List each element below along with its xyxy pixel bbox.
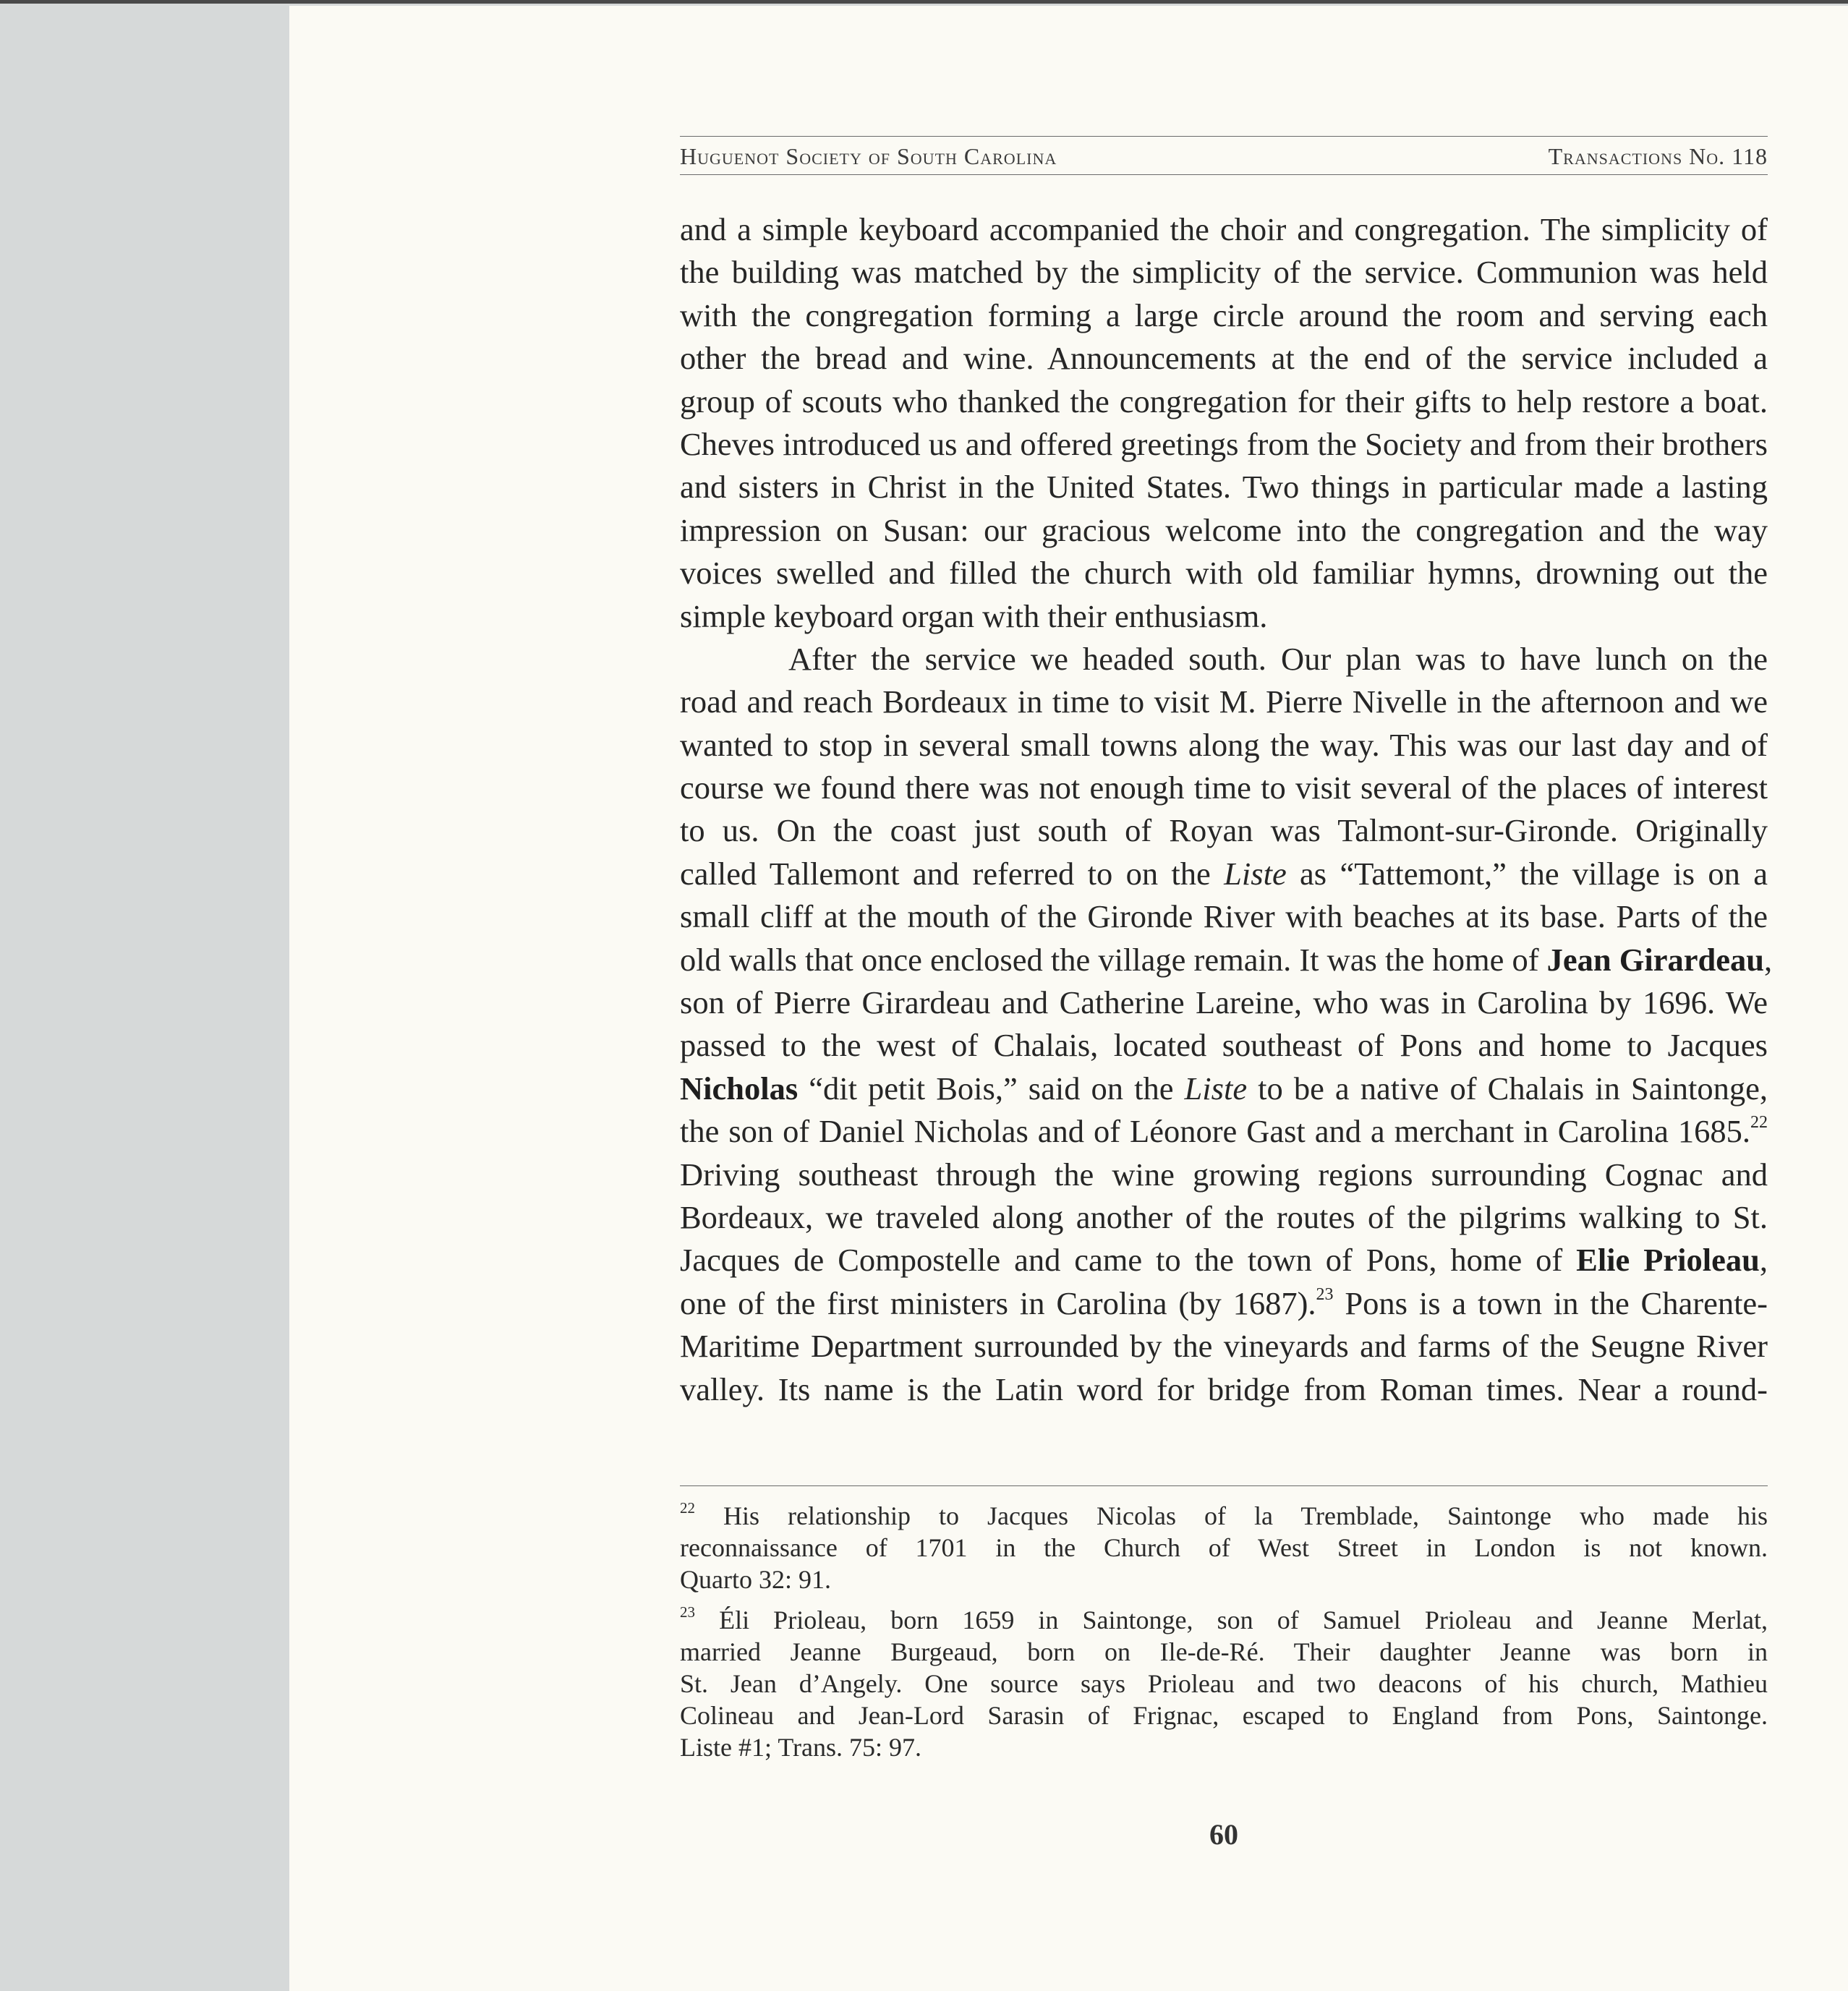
body-line: Cheves introduced us and offered greetings from the Society and from their brothers bbox=[680, 425, 1768, 462]
bold-name-girardeau: Jean Girardeau bbox=[1546, 941, 1765, 978]
body-text bbox=[680, 208, 1773, 1411]
text-run: , bbox=[1764, 941, 1773, 978]
body-line: After the service we headed south. Our plan was to have lunch on the bbox=[788, 640, 1768, 677]
footnote-line bbox=[680, 1500, 1768, 1532]
running-head-society: Huguenot Society of South Carolina bbox=[680, 143, 1057, 169]
body-line: the building was matched by the simplicity of the service. Communion was held bbox=[680, 254, 1768, 291]
footnote-number: 23 bbox=[680, 1603, 695, 1621]
footnote-ref-22: 22 bbox=[1750, 1113, 1768, 1133]
text-run: , bbox=[1759, 1242, 1768, 1279]
text-run: the son of Daniel Nicholas and of Léonore Gast and a merchant in Carolina 1685. bbox=[680, 1113, 1750, 1150]
footnote-23 bbox=[680, 1604, 1768, 1763]
body-line: simple keyboard organ with their enthusiasm. bbox=[680, 597, 1268, 634]
footnote-line bbox=[680, 1604, 1768, 1636]
text-run: Éli Prioleau, born 1659 in Saintonge, son of Samuel Prioleau and Jeanne Merlat, bbox=[695, 1606, 1768, 1634]
running-head-transactions: Transactions No. 118 bbox=[1548, 143, 1768, 169]
body-line: group of scouts who thanked the congregation for their gifts to help restore a boat. bbox=[680, 383, 1768, 419]
text-run: to be a native of Chalais in Saintonge, bbox=[1247, 1070, 1768, 1107]
body-line bbox=[680, 1239, 1768, 1282]
body-line: to us. On the coast just south of Royan was Talmont-sur-Gironde. Originally bbox=[680, 812, 1768, 849]
body-line: valley. Its name is the Latin word for bridge from Roman times. Near a round- bbox=[680, 1370, 1768, 1407]
footnote-number: 22 bbox=[680, 1499, 695, 1517]
body-line: road and reach Bordeaux in time to visit M. Pierre Nivelle in the afternoon and we bbox=[680, 683, 1768, 720]
text-run: His relationship to Jacques Nicolas of la Tremblade, Saintonge who made his bbox=[695, 1501, 1768, 1530]
body-line: son of Pierre Girardeau and Catherine Lareine, who was in Carolina by 1696. We bbox=[680, 984, 1768, 1021]
text-run: “dit petit Bois,” said on the bbox=[798, 1070, 1185, 1107]
body-line bbox=[680, 939, 1773, 981]
italic-liste: Liste bbox=[1224, 855, 1287, 892]
body-line bbox=[680, 1067, 1768, 1110]
body-line: course we found there was not enough time to visit several of the places of interest bbox=[680, 769, 1768, 806]
body-line: other the bread and wine. Announcements at the end of the service included a bbox=[680, 340, 1768, 377]
running-head bbox=[680, 136, 1768, 175]
body-line: and sisters in Christ in the United States. Two things in particular made a lasting bbox=[680, 469, 1768, 506]
italic-liste: Liste bbox=[1184, 1070, 1248, 1107]
footnote-line: married Jeanne Burgeaud, born on Ile-de-Ré. Their daughter Jeanne was born in bbox=[680, 1637, 1768, 1666]
body-line: impression on Susan: our gracious welcome into the congregation and the way bbox=[680, 511, 1768, 548]
scan-top-edge bbox=[0, 0, 1848, 4]
body-line bbox=[680, 853, 1768, 895]
footnote-divider bbox=[680, 1485, 1768, 1486]
page-number: 60 bbox=[1209, 1818, 1238, 1851]
footnote-line: St. Jean d’Angely. One source says Prioleau and two deacons of his church, Mathieu bbox=[680, 1669, 1768, 1698]
body-line: with the congregation forming a large circle around the room and serving each bbox=[680, 297, 1768, 333]
body-line bbox=[680, 1110, 1768, 1153]
book-page bbox=[289, 6, 1848, 1991]
body-line: and a simple keyboard accompanied the choir and congregation. The simplicity of bbox=[680, 211, 1768, 247]
text-run: called Tallemont and referred to on the bbox=[680, 855, 1225, 892]
text-run: old walls that once enclosed the village remain. It was the home of bbox=[680, 941, 1547, 978]
body-line: passed to the west of Chalais, located southeast of Pons and home to Jacques bbox=[680, 1027, 1768, 1064]
body-line: wanted to stop in several small towns along the way. This was our last day and of bbox=[680, 726, 1768, 763]
footnote-line: reconnaissance of 1701 in the Church of West Street in London is not known. bbox=[680, 1533, 1768, 1562]
footnote-22 bbox=[680, 1500, 1768, 1595]
footnote-ref-23: 23 bbox=[1316, 1284, 1334, 1304]
bold-name-prioleau: Elie Prioleau bbox=[1576, 1242, 1760, 1279]
body-line: small cliff at the mouth of the Gironde River with beaches at its base. Parts of the bbox=[680, 898, 1768, 935]
body-line: Driving southeast through the wine growing regions surrounding Cognac and bbox=[680, 1156, 1768, 1193]
footnotes bbox=[680, 1500, 1768, 1772]
text-run: one of the first ministers in Carolina (by 1687). bbox=[680, 1284, 1316, 1321]
text-run: Pons is a town in the Charente- bbox=[1333, 1284, 1768, 1321]
body-line: voices swelled and filled the church with old familiar hymns, drowning out the bbox=[680, 555, 1768, 592]
body-line bbox=[680, 1282, 1768, 1325]
footnote-line: Liste #1; Trans. 75: 97. bbox=[680, 1733, 922, 1762]
footnote-line: Quarto 32: 91. bbox=[680, 1565, 831, 1594]
footnote-line: Colineau and Jean-Lord Sarasin of Frignac, escaped to England from Pons, Saintonge. bbox=[680, 1701, 1768, 1730]
body-line: Bordeaux, we traveled along another of the routes of the pilgrims walking to St. bbox=[680, 1198, 1768, 1235]
text-run: Jacques de Compostelle and came to the town of Pons, home of bbox=[680, 1242, 1577, 1279]
text-run: as “Tattemont,” the village is on a bbox=[1286, 855, 1768, 892]
bold-name-nicholas: Nicholas bbox=[680, 1070, 799, 1107]
body-line: Maritime Department surrounded by the vineyards and farms of the Seugne River bbox=[680, 1328, 1768, 1365]
